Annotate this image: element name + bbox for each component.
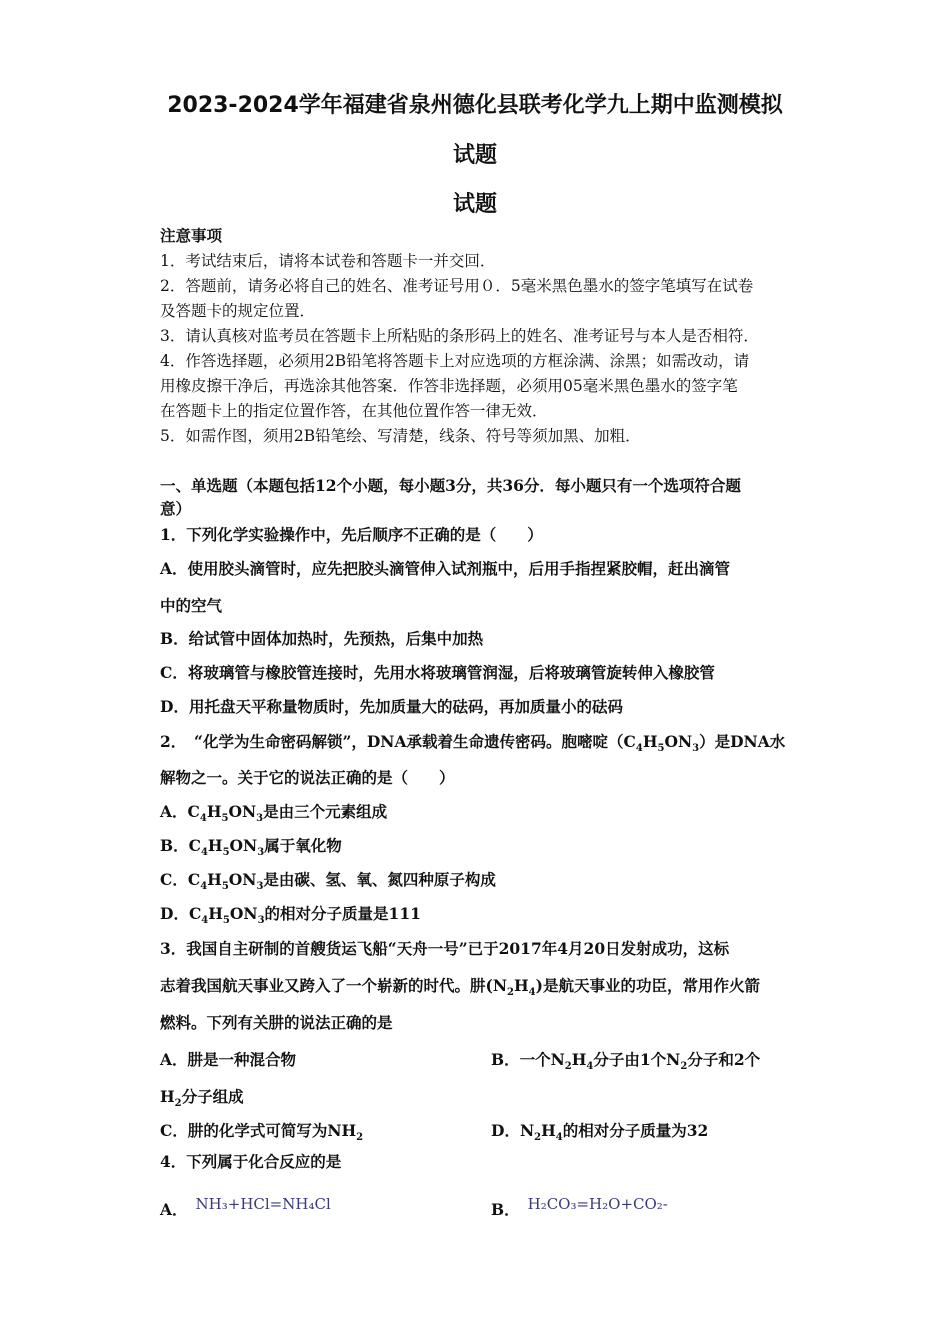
- notice-item: 在答题卡上的指定位置作答，在其他位置作答一律无效．: [160, 402, 548, 420]
- q2-stem-line-1: 2． “化学为生命密码解锁”，DNA承载着生命遗传密码。胞嘧啶$(C_4H_5ON_3)$是DNA水: [160, 732, 786, 755]
- notice-item: 4．作答选择题，必须用2B铅笔将答题卡上对应选项的方框涂满、涂黑；如需改动，请: [160, 352, 750, 370]
- q2-option-a: A．$C_4H_5ON_3$是由三个元素组成: [160, 802, 388, 825]
- q2-option-d: D．$C_4H_5ON_3$的相对分子质量是111: [160, 904, 421, 927]
- notice-item: 2．答题前，请务必将自己的姓名、准考证号用０．5毫米黑色墨水的签字笔填写在试卷: [160, 277, 754, 295]
- q3-option-b-cont: $H_2$分子组成: [160, 1087, 244, 1110]
- q3-stem-line-1: 3．我国自主研制的首艘货运飞船“天舟一号”已于2017年4月20日发射成功，这标: [160, 939, 730, 958]
- q4-option-a-formula: NH₃+HCl=NH₄Cl: [195, 1195, 331, 1213]
- title-line-1: 2023-2024学年福建省泉州德化县联考化学九上期中监测模拟: [167, 93, 783, 118]
- q1-option-a: A．使用胶头滴管时，应先把胶头滴管伸入试剂瓶中，后用手指捏紧胶帽，赶出滴管: [160, 559, 731, 578]
- q1-option-d: D．用托盘天平称量物质时，先加质量大的砝码，再加质量小的砝码: [160, 697, 623, 716]
- q3-stem-line-3: 燃料。下列有关肼的说法正确的是: [160, 1013, 393, 1032]
- q3-option-c: C．肼的化学式可简写为$NH_2$: [160, 1121, 364, 1144]
- q2-stem-line-2: 解物之一。关于它的说法正确的是（ ）: [160, 768, 455, 787]
- q3-option-b: B．一个$N_2H_4$分子由1个$N_2$分子和2个: [491, 1050, 761, 1073]
- q1-stem: 1．下列化学实验操作中，先后顺序不正确的是（ ）: [160, 525, 543, 544]
- q2-option-b: B．$C_4H_5ON_3$属于氧化物: [160, 836, 342, 859]
- q3-option-a: A．肼是一种混合物: [160, 1050, 297, 1069]
- q3-stem-line-2: 志着我国航天事业又跨入了一个崭新的时代。肼$(N_2H_4)$是航天事业的功臣，常用作火箭: [160, 976, 760, 999]
- q1-option-c: C．将玻璃管与橡胶管连接时，先用水将玻璃管润湿，后将玻璃管旋转伸入橡胶管: [160, 663, 715, 682]
- notice-item: 用橡皮擦干净后，再选涂其他答案．作答非选择题，必须用05毫米黑色墨水的签字笔: [160, 377, 738, 395]
- q4-option-a: A． NH₃+HCl=NH₄Cl: [160, 1195, 331, 1219]
- notice-heading: 注意事项: [160, 226, 223, 245]
- q4-option-b-formula: H₂CO₃=H₂O+CO₂-: [527, 1195, 668, 1213]
- title-line-3: 试题: [452, 192, 497, 217]
- notice-item: 1．考试结束后，请将本试卷和答题卡一并交回．: [160, 252, 496, 270]
- section-heading: 一、单选题（本题包括12个小题，每小题3分，共36分．每小题只有一个选项符合题: [160, 476, 741, 495]
- q4-stem: 4．下列属于化合反应的是: [160, 1152, 342, 1171]
- q3-option-d: D．$N_2H_4$的相对分子质量为32: [491, 1121, 709, 1144]
- q4-option-b: B． H₂CO₃=H₂O+CO₂-: [491, 1195, 668, 1219]
- q2-option-c: C．$C_4H_5ON_3$是由碳、氢、氧、氮四种原子构成: [160, 870, 496, 893]
- q1-option-a-cont: 中的空气: [160, 596, 223, 615]
- notice-item: 3．请认真核对监考员在答题卡上所粘贴的条形码上的姓名、准考证号与本人是否相符．: [160, 327, 759, 345]
- notice-item: 5．如需作图，须用2B铅笔绘、写清楚，线条、符号等须加黑、加粗．: [160, 427, 641, 445]
- section-heading-cont: 意）: [160, 499, 192, 518]
- title-line-2: 试题: [452, 143, 497, 168]
- notice-item: 及答题卡的规定位置．: [160, 302, 316, 320]
- q1-option-b: B．给试管中固体加热时，先预热，后集中加热: [160, 629, 484, 648]
